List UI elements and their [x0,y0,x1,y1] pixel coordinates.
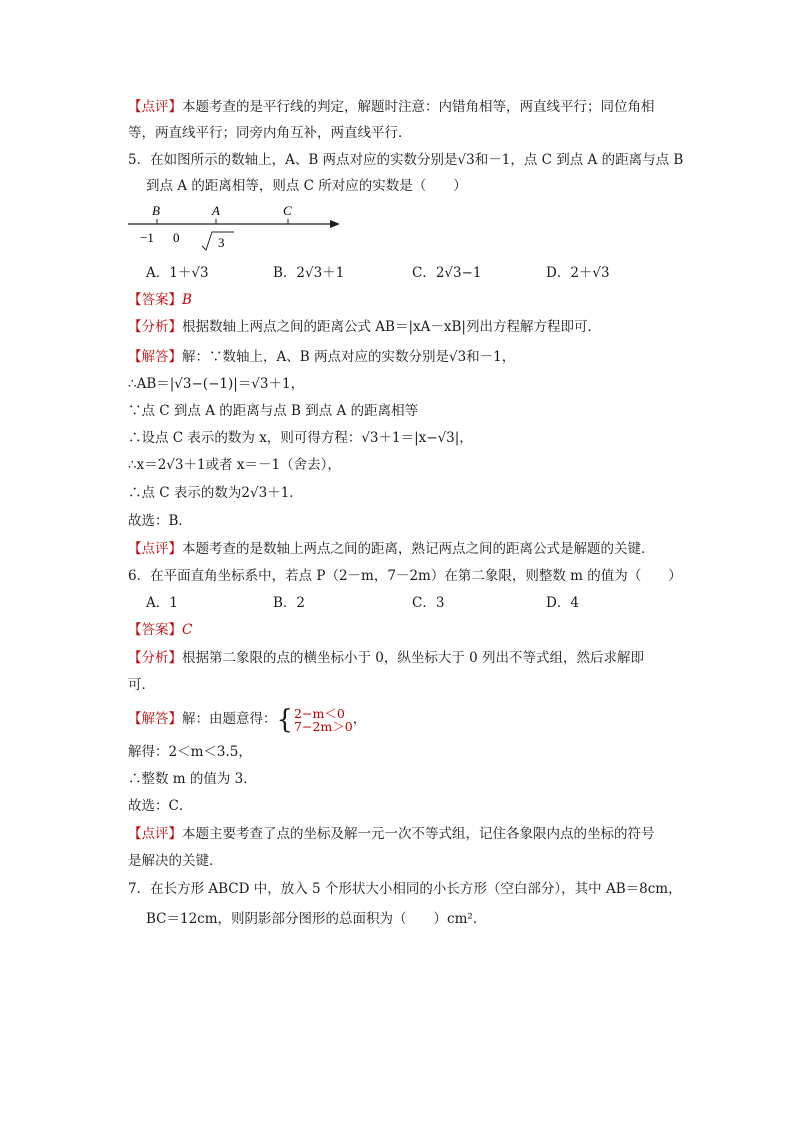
inequality-1: 2−m＜0 [294,705,345,721]
q6-choose-line: 故选：C． [128,798,193,814]
review-label: 【点评】 [128,826,182,842]
q6-solution-line2: 解得：2＜m＜3.5， [128,744,252,760]
inequality-system [276,704,353,735]
q5-option-c[interactable]: C．2√3−1 [412,265,482,281]
q5-analysis-line [128,318,601,336]
review-label: 【点评】 [128,99,182,115]
q6-option-b[interactable]: B．2 [273,595,306,611]
review-q4-line2: 等，两直线平行；同旁内角互补，两直线平行． [128,125,412,141]
answer-label: 【答案】 [128,622,182,638]
arrowhead-icon [330,220,340,228]
brace-icon: { [276,704,294,735]
analysis-label: 【分析】 [128,319,182,335]
tick-label-neg1: −1 [140,230,154,245]
answer-value: B [182,292,192,308]
answer-label: 【答案】 [128,292,182,308]
solution-text: 解：由题意得： [182,711,277,727]
q7-stem-line2: BC＝12cm，则阴影部分图形的总面积为（ ）cm²． [146,911,487,927]
q5-solution-line3: ∵点 C 到点 A 的距离与点 B 到点 A 的距离相等 [128,403,419,419]
tick-label-sqrt3: 3 [218,235,225,250]
analysis-label: 【分析】 [128,650,182,666]
q5-solution-line1 [128,348,515,366]
q6-solution-line3: ∴整数 m 的值为 3． [128,771,257,787]
review-text: 本题考查的是数轴上两点之间的距离，熟记两点之间的距离公式是解题的关键． [182,541,655,557]
tick-label-0: 0 [173,230,180,245]
solution-label: 【解答】 [128,349,182,365]
q6-review-line1 [128,825,655,843]
review-text: 本题考查的是平行线的判定，解题时注意：内错角相等，两直线平行；同位角相 [182,99,655,115]
q5-choose-line: 故选：B． [128,513,192,529]
inequality-end: ， [352,711,367,727]
solution-text: 解：∵数轴上，A、B 两点对应的实数分别是√3和－1， [182,349,516,365]
q7-stem-line1: 7．在长方形 ABCD 中，放入 5 个形状大小相同的小长方形（空白部分），其中 AB＝8cm， [128,881,682,897]
q6-stem: 6．在平面直角坐标系中，若点 P（2－m，7－2m）在第二象限，则整数 m 的值为（ ） [128,568,682,584]
q5-solution-line2: ∴AB＝|√3−(−1)|＝√3＋1， [128,376,305,392]
q5-review-line [128,540,655,558]
answer-value: C [182,622,193,638]
q5-option-b[interactable]: B．2√3＋1 [273,265,345,281]
review-label: 【点评】 [128,541,182,557]
q5-answer-line [128,291,192,309]
q5-solution-line6: ∴点 C 表示的数为2√3＋1． [128,485,303,501]
q5-option-a[interactable]: A．1＋√3 [146,265,209,281]
review-q4-line1 [128,98,655,116]
solution-label: 【解答】 [128,711,182,727]
analysis-text: 根据数轴上两点之间的距离公式 AB＝|xA－xB|列出方程解方程即可． [182,319,601,335]
q6-option-c[interactable]: C．3 [412,595,445,611]
q5-stem-line1: 5．在如图所示的数轴上，A、B 两点对应的实数分别是√3和－1，点 C 到点 A 的距离与点 B [128,152,684,168]
q5-option-d[interactable]: D．2＋√3 [546,265,610,281]
label-b: B [152,203,160,218]
q5-solution-line4: ∴设点 C 表示的数为 x，则可得方程：√3＋1＝|x−√3|， [128,430,473,446]
q6-option-a[interactable]: A．1 [146,595,178,611]
inequality-2: 7−2m＞0 [294,718,353,734]
q6-answer-line [128,621,192,639]
q5-stem-line2: 到点 A 的距离相等，则点 C 所对应的实数是（ ） [146,178,467,194]
q6-analysis-line2: 可． [128,677,155,693]
label-a: A [212,203,220,218]
q6-review-line2: 是解决的关键． [128,853,223,869]
q6-analysis-line1 [128,649,644,667]
q6-option-d[interactable]: D．4 [546,595,579,611]
label-c: C [283,203,292,218]
review-text: 本题主要考查了点的坐标及解一元一次不等式组，记住各象限内点的坐标的符号 [182,826,655,842]
q6-solution-line1 [128,706,366,733]
q5-solution-line5: ∴x＝2√3＋1或者 x＝－1（舍去）， [128,457,341,473]
number-line-figure [126,198,346,258]
analysis-text: 根据第二象限的点的横坐标小于 0，纵坐标大于 0 列出不等式组，然后求解即 [182,650,645,666]
